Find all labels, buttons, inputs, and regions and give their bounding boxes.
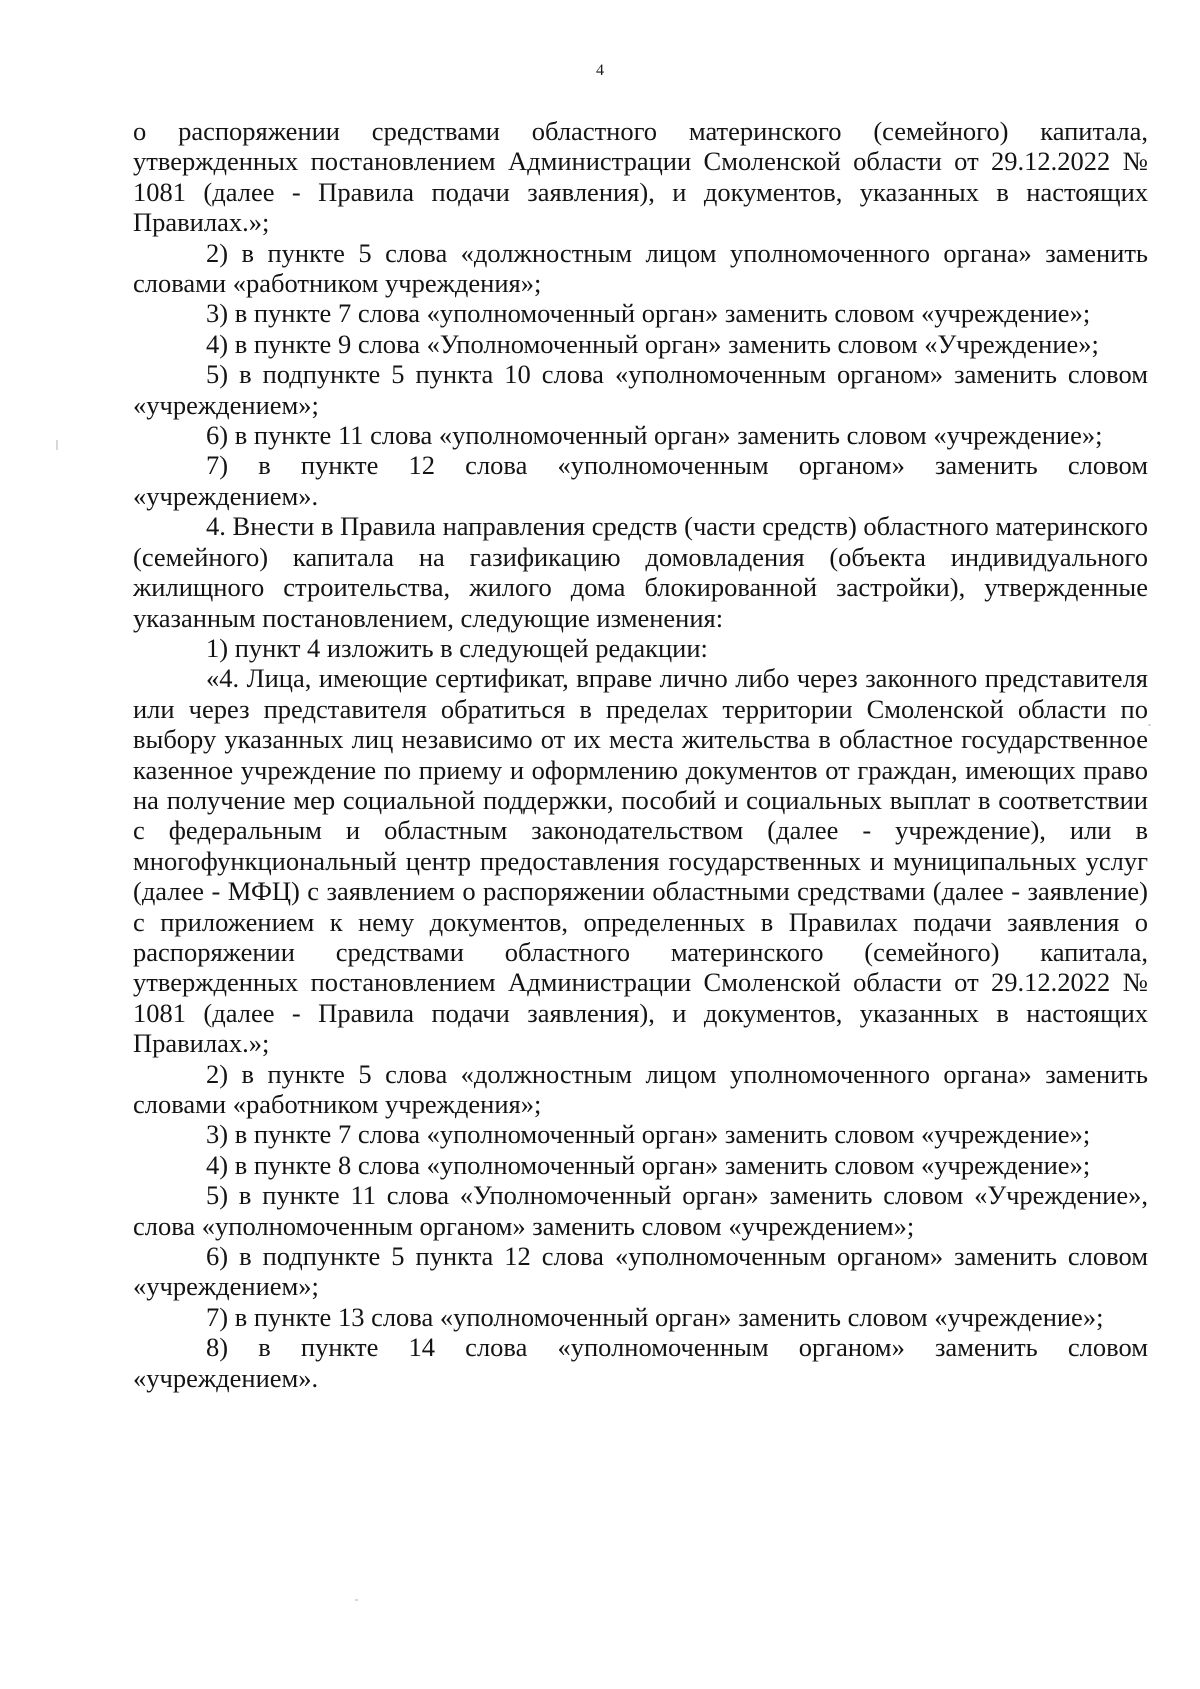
scan-margin-mark	[355, 1599, 358, 1601]
paragraph: 4. Внести в Правила направления средств (части средств) областного материнского (семейного) капитала на газификацию домовладения (объекта индивидуального жилищного строительства, жилого дома блокированной застройки), утвержденные указанным постановлением, следующие изменения:	[133, 511, 1148, 633]
paragraph: 2) в пункте 5 слова «должностным лицом уполномоченного органа» заменить словами «работником учреждения»;	[133, 237, 1148, 299]
paragraph: 4) в пункте 8 слова «уполномоченный орган» заменить словом «учреждение»;	[206, 1149, 1091, 1180]
scan-margin-mark	[1148, 724, 1151, 726]
paragraph: 5) в пункте 11 слова «Уполномоченный орган» заменить словом «Учреждение», слова «уполномоченным органом» заменить словом «учреждением»;	[133, 1180, 1148, 1241]
paragraph: 2) в пункте 5 слова «должностным лицом уполномоченного органа» заменить словами «работником учреждения»;	[133, 1058, 1148, 1119]
document-body	[133, 116, 1148, 1393]
paragraph: 3) в пункте 7 слова «уполномоченный орган» заменить словом «учреждение»;	[206, 298, 1091, 329]
paragraph: 7) в пункте 12 слова «уполномоченным органом» заменить словом «учреждением».	[133, 450, 1148, 511]
paragraph: 6) в пункте 11 слова «уполномоченный орган» заменить словом «учреждение»;	[206, 420, 1103, 451]
paragraph: 7) в пункте 13 слова «уполномоченный орган» заменить словом «учреждение»;	[206, 1301, 1104, 1332]
paragraph: 8) в пункте 14 слова «уполномоченным органом» заменить словом «учреждением».	[133, 1332, 1148, 1393]
paragraph: «4. Лица, имеющие сертификат, вправе лично либо через законного представителя или через представителя обратиться в пределах территории Смоленской области по выбору указанных лиц независимо от их места жительства в областное государственное казенное учреждение по приему и оформлению документов от граждан, имеющих право на получение мер социальной поддержки, пособий и социальных выплат в соответствии с федеральным и областным законодательством (далее - учреждение), или в многофункциональный центр предоставления государственных и муниципальных услуг (далее - МФЦ) с заявлением о распоряжении областными средствами (далее - заявление) с приложением к нему документов, определенных в Правилах подачи заявления о распоряжении средствами областного материнского (семейного) капитала, утвержденных постановлением Администрации Смоленской области от 29.12.2022 № 1081 (далее - Правила подачи заявления), и документов, указанных в настоящих Правилах.»;	[133, 663, 1148, 1059]
page-number: 4	[596, 62, 604, 79]
paragraph: 3) в пункте 7 слова «уполномоченный орган» заменить словом «учреждение»;	[206, 1119, 1091, 1150]
paragraph: о распоряжении средствами областного материнского (семейного) капитала, утвержденных постановлением Администрации Смоленской области от 29.12.2022 № 1081 (далее - Правила подачи заявления), и документов, указанных в настоящих Правилах.»;	[133, 116, 1148, 238]
paragraph: 6) в подпункте 5 пункта 12 слова «уполномоченным органом» заменить словом «учреждением»;	[133, 1241, 1148, 1302]
paragraph: 5) в подпункте 5 пункта 10 слова «уполномоченным органом» заменить словом «учреждением»;	[133, 359, 1148, 420]
paragraph: 1) пункт 4 изложить в следующей редакции:	[206, 632, 708, 663]
scan-margin-mark	[56, 440, 58, 450]
paragraph: 4) в пункте 9 слова «Уполномоченный орган» заменить словом «Учреждение»;	[206, 328, 1099, 359]
